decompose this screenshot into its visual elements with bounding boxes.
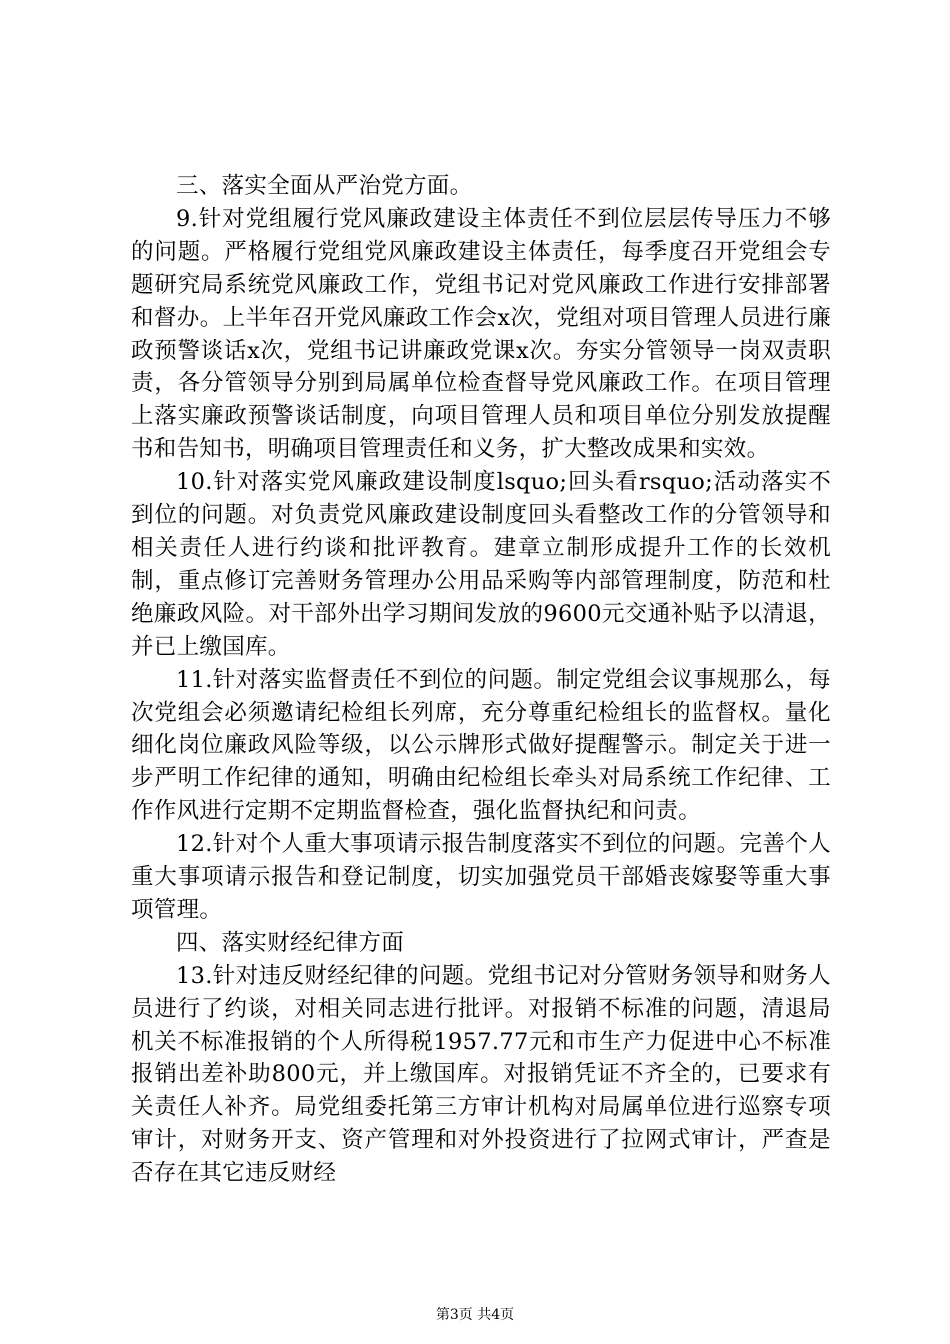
section-heading-four: 四、落实财经纪律方面 [176, 929, 405, 956]
paragraph-item-9: 9.针对党组履行党风廉政建设主体责任不到位层层传导压力不够的问题。严格履行党组党风廉政建设主体责任，每季度召开党组会专题研究局系统党风廉政工作，党组书记对党风廉政工作进行安排部署和督办。上半年召开党风廉政工作会x次，党组对项目管理人员进行廉政预警谈话x次，党组书记讲廉政党课x次。夯实分管领导一岗双责职责，各分管领导分别到局属单位检查督导党风廉政工作。在项目管理上落实廉政预警谈话制度，向项目管理人员和项目单位分别发放提醒书和告知书，明确项目管理责任和义务，扩大整改成果和实效。 [131, 205, 831, 463]
section-heading-three: 三、落实全面从严治党方面。 [176, 173, 473, 199]
paragraph-item-12: 12.针对个人重大事项请示报告制度落实不到位的问题。完善个人重大事项请示报告和登记制度，切实加强党员干部婚丧嫁娶等重大事项管理。 [131, 831, 831, 923]
paragraph-item-11: 11.针对落实监督责任不到位的问题。制定党组会议事规那么，每次党组会必须邀请纪检组长列席，充分尊重纪检组长的监督权。量化细化岗位廉政风险等级，以公示牌形式做好提醒警示。制定关于进一步严明工作纪律的通知，明确由纪检组长牵头对局系统工作纪律、工作作风进行定期不定期监督检查，强化监督执纪和问责。 [131, 666, 831, 825]
document-body [131, 170, 831, 1190]
paragraph-item-13: 13.针对违反财经纪律的问题。党组书记对分管财务领导和财务人员进行了约谈，对相关同志进行批评。对报销不标准的问题，清退局机关不标准报销的个人所得税1957.77元和市生产力促进中心不标准报销出差补助800元，并上缴国库。对报销凭证不齐全的，已要求有关责任人补齐。局党组委托第三方审计机构对局属单位进行巡察专项审计，对财务开支、资产管理和对外投资进行了拉网式审计，严查是否存在其它违反财经 [131, 962, 831, 1187]
page-number-footer: 第3页 共4页 [435, 1307, 515, 1323]
paragraph-item-10: 10.针对落实党风廉政建设制度lsquo;回头看rsquo;活动落实不到位的问题。对负责党风廉政建设制度回头看整改工作的分管领导和相关责任人进行约谈和批评教育。建章立制形成提升工作的长效机制，重点修订完善财务管理办公用品采购等内部管理制度，防范和杜绝廉政风险。对干部外出学习期间发放的9600元交通补贴予以清退，并已上缴国库。 [131, 469, 831, 660]
